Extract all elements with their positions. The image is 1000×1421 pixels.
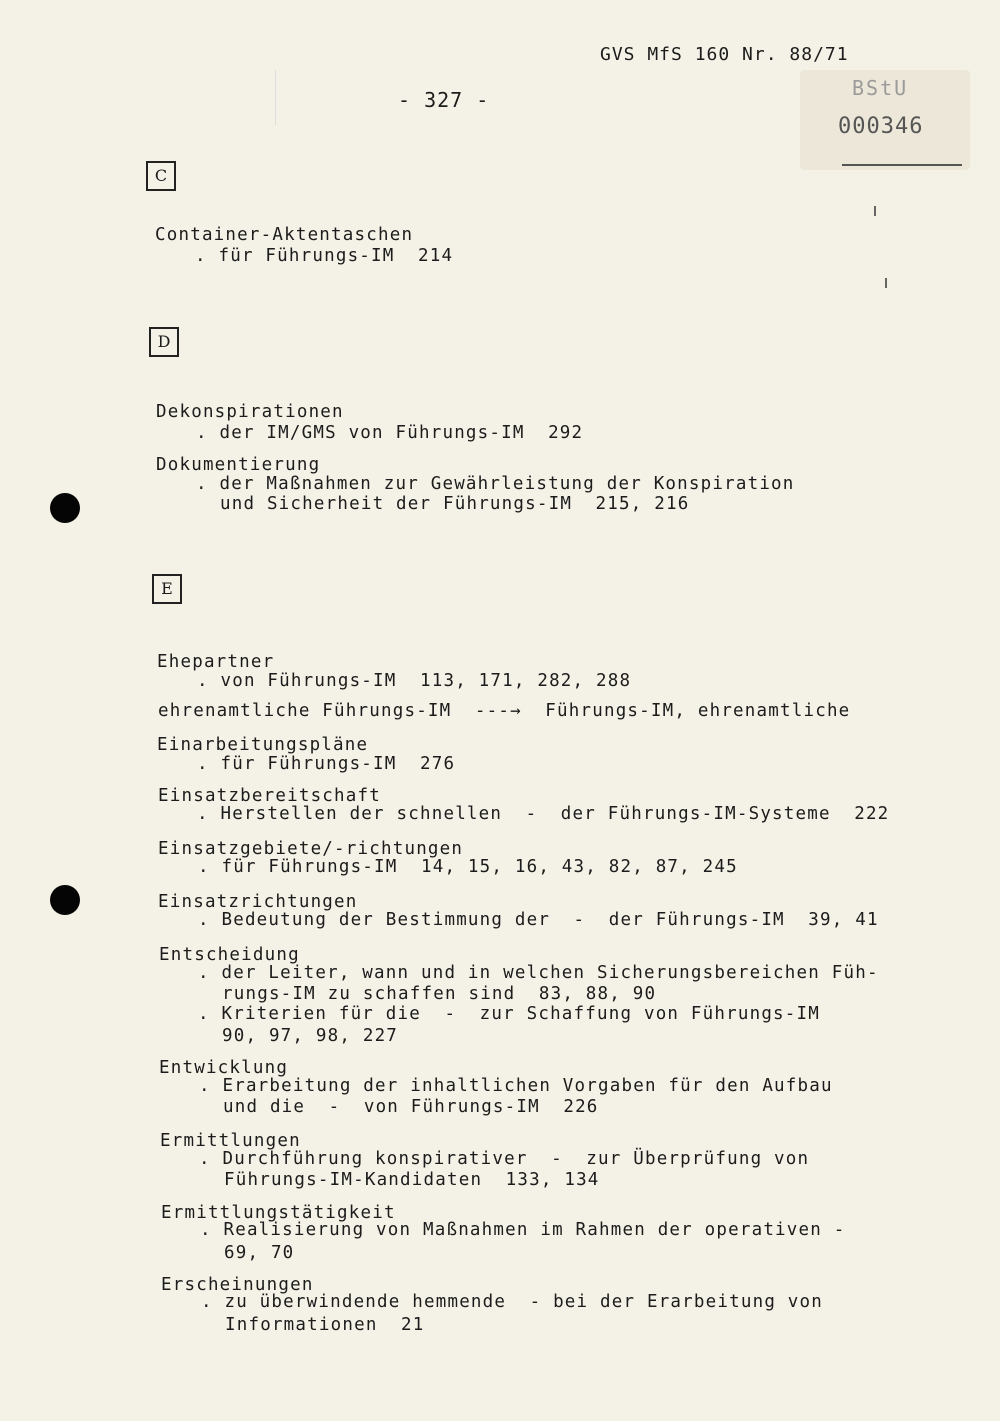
- index-continuation: Informationen 21: [225, 1315, 425, 1335]
- index-term: Dekonspirationen: [156, 402, 344, 422]
- index-subentry: . Durchführung konspirativer - zur Überprüfung von: [199, 1149, 810, 1169]
- index-term: Container-Aktentaschen: [155, 225, 414, 245]
- index-term: Ermittlungen: [160, 1131, 301, 1151]
- index-term: Ehepartner: [157, 652, 275, 672]
- index-subentry: . für Führungs-IM 14, 15, 16, 43, 82, 87, 245: [198, 857, 738, 877]
- punch-hole-bottom: [50, 885, 80, 915]
- punch-hole-top: [50, 493, 80, 523]
- index-subentry: . für Führungs-IM 276: [197, 754, 456, 774]
- document-reference: GVS MfS 160 Nr. 88/71: [600, 44, 849, 65]
- index-subentry: . Kriterien für die - zur Schaffung von Führungs-IM: [198, 1004, 821, 1024]
- index-subentry: . Realisierung von Maßnahmen im Rahmen der operativen -: [200, 1220, 846, 1240]
- index-subentry: . von Führungs-IM 113, 171, 282, 288: [197, 671, 632, 691]
- index-term: Einsatzbereitschaft: [158, 786, 381, 806]
- index-term: Entwicklung: [159, 1058, 289, 1078]
- stamp-label: BStU: [852, 76, 909, 100]
- index-term: Einsatzrichtungen: [158, 892, 358, 912]
- index-term: Dokumentierung: [156, 455, 321, 475]
- index-continuation: rungs-IM zu schaffen sind 83, 88, 90: [222, 984, 657, 1004]
- index-subentry: . für Führungs-IM 214: [195, 246, 454, 266]
- section-letter-box: D: [149, 327, 179, 357]
- index-subentry: . Herstellen der schnellen - der Führungs-IM-Systeme 222: [197, 804, 890, 824]
- paper-mark: [885, 278, 887, 288]
- index-term: Entscheidung: [159, 945, 300, 965]
- index-term: Einsatzgebiete/-richtungen: [158, 839, 464, 859]
- margin-rule: [275, 70, 276, 125]
- index-subentry: . der IM/GMS von Führungs-IM 292: [196, 423, 584, 443]
- index-subentry: . der Leiter, wann und in welchen Sicherungsbereichen Füh-: [198, 963, 879, 983]
- index-continuation: 90, 97, 98, 227: [222, 1026, 399, 1046]
- index-term: Erscheinungen: [161, 1275, 314, 1295]
- section-letter-box: E: [152, 574, 182, 604]
- index-subentry: . Erarbeitung der inhaltlichen Vorgaben für den Aufbau: [199, 1076, 833, 1096]
- index-continuation: 69, 70: [224, 1243, 295, 1263]
- index-continuation: und Sicherheit der Führungs-IM 215, 216: [220, 494, 690, 514]
- section-letter-box: C: [146, 161, 176, 191]
- stamp-underline: [842, 164, 962, 166]
- index-term: Einarbeitungspläne: [157, 735, 369, 755]
- paper-mark: [874, 206, 876, 216]
- index-subentry: . zu überwindende hemmende - bei der Erarbeitung von: [201, 1292, 824, 1312]
- index-continuation: Führungs-IM-Kandidaten 133, 134: [224, 1170, 600, 1190]
- stamp-number: 000346: [838, 114, 924, 139]
- index-term: Ermittlungstätigkeit: [161, 1203, 396, 1223]
- index-subentry: . der Maßnahmen zur Gewährleistung der Konspiration: [196, 474, 795, 494]
- index-continuation: und die - von Führungs-IM 226: [223, 1097, 599, 1117]
- index-cross-reference: ehrenamtliche Führungs-IM ---→ Führungs-IM, ehrenamtliche: [158, 701, 851, 721]
- page-number: - 327 -: [398, 88, 490, 112]
- index-subentry: . Bedeutung der Bestimmung der - der Führungs-IM 39, 41: [198, 910, 879, 930]
